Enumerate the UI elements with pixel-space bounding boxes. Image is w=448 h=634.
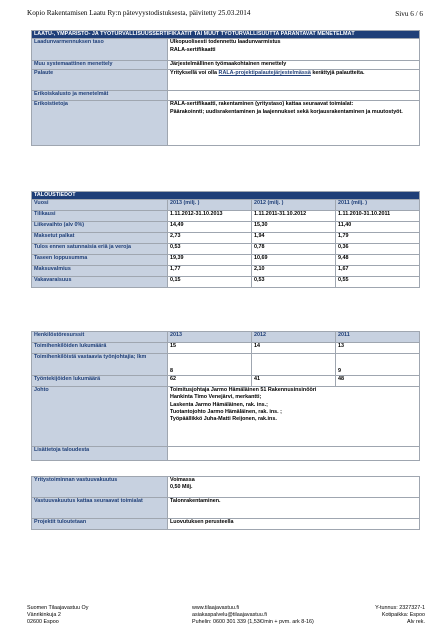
table-row xyxy=(32,477,420,498)
row-label: Vakavaraisuus xyxy=(32,277,168,288)
table-row xyxy=(32,343,420,354)
finance-title: TALOUSTIEDOT xyxy=(32,192,420,200)
table-row xyxy=(32,519,420,530)
cell-value: 62 xyxy=(168,376,252,387)
finance-extra-label: Lisätietoja taloudesta xyxy=(32,447,168,461)
cell-value: 0,78 xyxy=(252,244,336,255)
cell-value: 19,39 xyxy=(168,255,252,266)
certificates-header-row xyxy=(32,31,420,39)
cell-value: 1,94 xyxy=(252,233,336,244)
table-row xyxy=(32,91,420,101)
special-info-value: RALA-sertifikaatti, rakentaminen (yritystaso) kattaa seuraavat toimialat: Päärakoinnti; uudisrakentaminen ja laajennukset sekä korjausrakentaminen ja muutostyöt. xyxy=(168,101,420,146)
cell-value: 48 xyxy=(336,376,420,387)
cell-value: 0,53 xyxy=(252,277,336,288)
table-row xyxy=(32,244,420,255)
cell-value: 14 xyxy=(252,343,336,354)
cell-value: 8 xyxy=(168,354,252,376)
column-header: 2012 (milj. ) xyxy=(252,200,336,211)
column-header: 2013 (milj. ) xyxy=(168,200,252,211)
quality-level-value: Ulkopuolisesti todennettu laadunvarmistus RALA-sertifikaatti xyxy=(168,39,420,61)
column-header: 2013 xyxy=(168,332,252,343)
cell-value: 1.11.2011-31.10.2012 xyxy=(252,211,336,222)
cell-value: 9 xyxy=(336,354,420,376)
table-row xyxy=(32,101,420,146)
cell-value: 15 xyxy=(168,343,252,354)
cell-value: 9,48 xyxy=(336,255,420,266)
insurance-covers-value: Talonrakentaminen. xyxy=(168,498,420,519)
footer-contact: www.tilaajavastuu.fi asiakaspalvelu@tilaajavastuu.fi Puhelin: 0600 301 339 (1,53€/min + pvm. ark 8-16) xyxy=(192,605,314,625)
header-title: Kopio Rakentamisen Laatu Ry:n pätevyystodistuksesta, päivitetty 25.03.2014 xyxy=(27,9,251,17)
cell-value: 15,30 xyxy=(252,222,336,233)
footer-company-id: Y-tunnus: 2327327-1 Kotipaikka: Espoo Alv rek. xyxy=(375,605,425,625)
cell-value: 0,55 xyxy=(336,277,420,288)
column-header: 2011 xyxy=(336,332,420,343)
table-row xyxy=(32,387,420,447)
cell-value: 0,53 xyxy=(168,244,252,255)
cell-value: 0,15 xyxy=(168,277,252,288)
insurance-table xyxy=(31,476,420,530)
footer-address: Suomen Tilaajavastuu Oy Vänrikinkuja 2 02600 Espoo xyxy=(27,605,89,625)
table-row xyxy=(32,498,420,519)
cell-value: 11,40 xyxy=(336,222,420,233)
other-method-value: Järjestelmällinen työmaakohtainen menettely xyxy=(168,61,420,70)
liability-insurance-value: Voimassa 0,50 Milj. xyxy=(168,477,420,498)
cell-value: 1,77 xyxy=(168,266,252,277)
table-row xyxy=(32,255,420,266)
cell-value: 1.11.2012-31.10.2013 xyxy=(168,211,252,222)
personnel-table xyxy=(31,331,420,461)
special-info-label: Erikoistietoja xyxy=(32,101,168,146)
cell-value: 1,79 xyxy=(336,233,420,244)
management-value: Toimitusjohtaja Jarmo Hämäläinen 51 Rakennusinsinööri Hankinta Timo Venejärvi, merkantti; Laskenta Jarmo Hämäläinen, rak. ins.; Tuotantojohto Jarmo Hämäläinen, rak. ins. ; Työpäällikkö Juha-Matti Reijonen, rak.ins. xyxy=(168,387,420,447)
row-label: Työntekijöiden lukumäärä xyxy=(32,376,168,387)
certificates-title: LAATU-, YMPÄRISTÖ- JA TYÖTURVALLISUUSSERTIFIKAATIT TAI MUUT TYÖTURVALLISUUTTA PARANTAVAT MENETELMÄT xyxy=(32,31,420,39)
page-number: Sivu 6 / 6 xyxy=(395,10,423,18)
row-label: Maksuvalmius xyxy=(32,266,168,277)
special-equipment-value xyxy=(168,91,420,101)
table-row xyxy=(32,354,420,376)
cell-value: 14,49 xyxy=(168,222,252,233)
table-row xyxy=(32,70,420,91)
insurance-covers-label: Vastuuvakuutus kattaa seuraavat toimialat xyxy=(32,498,168,519)
table-row xyxy=(32,233,420,244)
finance-extra-value xyxy=(168,447,420,461)
row-label: Maksetut palkat xyxy=(32,233,168,244)
rala-feedback-link[interactable]: RALA-projektipalautejärjestelmässä xyxy=(218,70,311,77)
table-row xyxy=(32,61,420,70)
feedback-label: Palaute xyxy=(32,70,168,91)
other-method-label: Muu systemaattinen menettely xyxy=(32,61,168,70)
liability-insurance-label: Yritystoiminnan vastuuvakuutus xyxy=(32,477,168,498)
table-row xyxy=(32,447,420,461)
table-row xyxy=(32,211,420,222)
table-row xyxy=(32,277,420,288)
projects-label: Projektit tuloutetaan xyxy=(32,519,168,530)
finance-table xyxy=(31,191,420,288)
projects-value: Luovutuksen perusteella xyxy=(168,519,420,530)
cell-value: 0,36 xyxy=(336,244,420,255)
cell-value: 1,67 xyxy=(336,266,420,277)
cell-value xyxy=(252,354,336,376)
finance-header-row xyxy=(32,192,420,200)
table-row xyxy=(32,376,420,387)
quality-level-label: Laadunvarmennuksen taso xyxy=(32,39,168,61)
column-header: 2011 (milj. ) xyxy=(336,200,420,211)
footer-email-link[interactable]: asiakaspalvelu@tilaajavastuu.fi xyxy=(192,612,267,618)
management-label: Johto xyxy=(32,387,168,447)
table-row xyxy=(32,39,420,61)
cell-value: 2,10 xyxy=(252,266,336,277)
cell-value: 1.11.2010-31.10.2011 xyxy=(336,211,420,222)
footer-web-link[interactable]: www.tilaajavastuu.fi xyxy=(192,605,240,611)
row-label: Liikevaihto (alv 0%) xyxy=(32,222,168,233)
personnel-columns-row xyxy=(32,332,420,343)
column-header: Vuosi xyxy=(32,200,168,211)
table-row xyxy=(32,266,420,277)
row-label: Toimihenkilöistä vastaavia työnjohtajia; lkm xyxy=(32,354,168,376)
row-label: Toimihenkilöiden lukumäärä xyxy=(32,343,168,354)
cell-value: 13 xyxy=(336,343,420,354)
certificates-table xyxy=(31,30,420,146)
finance-columns-row xyxy=(32,200,420,211)
feedback-value: Yrityksellä voi olla RALA-projektipalautejärjestelmässä kerättyjä palautteita. xyxy=(168,70,420,91)
cell-value: 10,69 xyxy=(252,255,336,266)
cell-value: 2,73 xyxy=(168,233,252,244)
row-label: Taseen loppusumma xyxy=(32,255,168,266)
special-equipment-label: Erikoiskalusto ja menetelmät xyxy=(32,91,168,101)
row-label: Tilikausi xyxy=(32,211,168,222)
table-row xyxy=(32,222,420,233)
column-header: Henkilöstöresurssit xyxy=(32,332,168,343)
page-header xyxy=(27,9,423,21)
cell-value: 41 xyxy=(252,376,336,387)
column-header: 2012 xyxy=(252,332,336,343)
row-label: Tulos ennen satunnaisia eriä ja veroja xyxy=(32,244,168,255)
